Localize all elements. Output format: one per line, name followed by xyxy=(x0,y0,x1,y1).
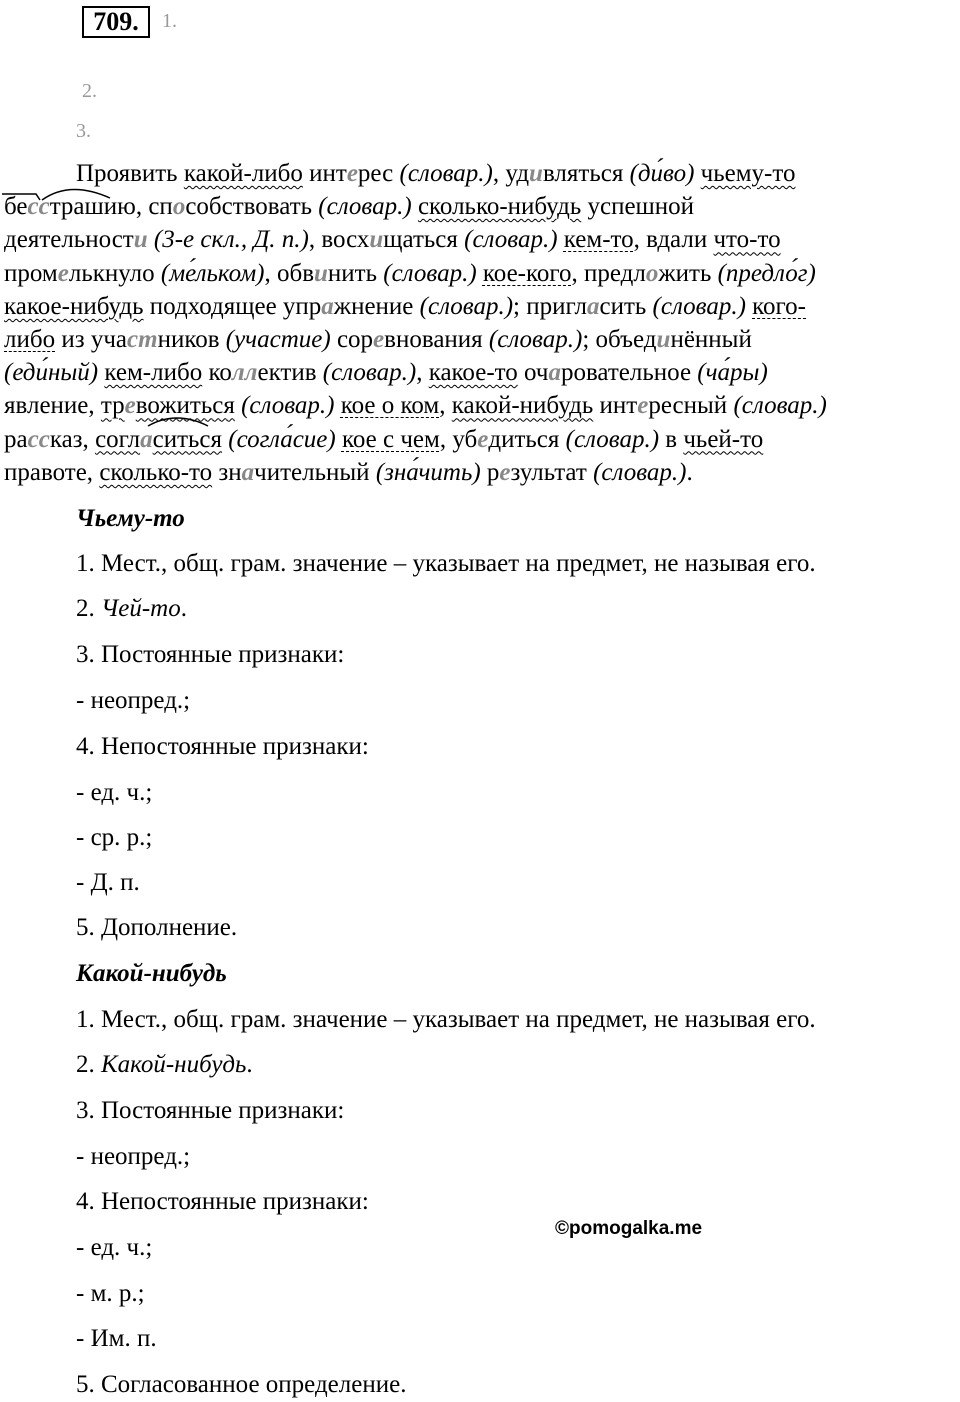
analysis-1-item-3: 3. Постоянные признаки: xyxy=(76,641,345,668)
hint-text: (ме́льком) xyxy=(160,259,265,287)
text-segment: , xyxy=(416,359,429,387)
exercise-number: 709. xyxy=(82,6,150,38)
analysis-1-item-4c: - Д. п. xyxy=(76,869,140,896)
analysis-2-initial-form: Какой-нибудь xyxy=(101,1051,247,1078)
spelling-highlight: а xyxy=(321,292,334,320)
step-3-label: 3. xyxy=(76,120,91,142)
pronoun-underlined: сколько-нибудь xyxy=(417,193,582,221)
hint-text: (словар.) xyxy=(593,458,687,486)
pronoun-underlined: какой-либо xyxy=(183,160,303,187)
step-1-label: 1. xyxy=(162,10,177,32)
text-segment: р xyxy=(480,458,500,486)
analysis-1-item-1: 1. Мест., общ. грам. значение – указывает на предмет, не называя его. xyxy=(76,550,816,577)
paragraph-line xyxy=(4,424,763,456)
analysis-2-item-3: 3. Постоянные признаки: xyxy=(76,1097,345,1124)
analysis-1-item-5: 5. Дополнение. xyxy=(76,914,238,941)
text-segment: , предл xyxy=(571,259,646,287)
spelling-highlight: е xyxy=(124,392,136,420)
pronoun-underlined: кое с чем xyxy=(341,425,440,453)
pronoun-underlined: кое-кого xyxy=(482,259,572,287)
paragraph-line xyxy=(4,258,816,290)
spelling-highlight: и xyxy=(656,326,671,353)
text-segment: чительный xyxy=(254,458,376,486)
paragraph-line xyxy=(4,224,781,256)
paragraph-line xyxy=(4,324,752,356)
text-segment: лькнуло xyxy=(68,259,161,287)
spelling-highlight: е xyxy=(477,425,489,453)
spelling-highlight: е xyxy=(373,326,385,353)
text-segment: , вдали xyxy=(633,226,714,254)
spelling-highlight: а xyxy=(140,425,153,453)
paragraph-line xyxy=(4,191,694,223)
text-segment: сить xyxy=(599,292,653,320)
pronoun-underlined: сколько-то xyxy=(99,458,213,486)
pronoun-underlined: какой-нибудь xyxy=(451,392,594,420)
analysis-1-item-4b: - ср. р.; xyxy=(76,824,153,851)
text-segment: подходящее упр xyxy=(143,292,322,320)
spelling-highlight: а xyxy=(241,458,255,486)
analysis-2-item-2-num: 2. xyxy=(76,1051,101,1078)
analysis-1-initial-form: Чей-то xyxy=(101,595,181,622)
hint-text: (словар.) xyxy=(652,292,746,320)
hint-text: (ди́во) xyxy=(629,160,695,187)
text-segment: ; объед xyxy=(582,326,657,353)
text-segment: в xyxy=(659,425,684,453)
text-segment: нённый xyxy=(670,326,752,353)
spelling-highlight: ст xyxy=(127,326,158,353)
analysis-2-item-1: 1. Мест., общ. грам. значение – указывает на предмет, не называя его. xyxy=(76,1006,816,1033)
spelling-highlight: о xyxy=(645,259,659,287)
text-segment: пром xyxy=(4,259,58,287)
hint-text: (еди́ный) xyxy=(4,359,99,387)
paragraph-line xyxy=(4,457,693,489)
pronoun-underlined: ситься xyxy=(152,425,223,453)
spelling-highlight: и xyxy=(133,226,148,254)
hint-text: (словар.) xyxy=(565,425,660,453)
spelling-highlight: и xyxy=(529,160,543,187)
text-segment: жнение xyxy=(333,292,420,320)
text-segment: ектив xyxy=(257,359,323,387)
pronoun-underlined: кем-то xyxy=(563,226,634,254)
analysis-1-heading: Чьему-то xyxy=(76,505,185,532)
hint-text: (словар.) xyxy=(322,359,417,387)
text-segment: из уча xyxy=(55,326,128,353)
text-segment: успешной xyxy=(581,193,695,221)
text-segment: правоте, xyxy=(4,458,100,486)
spelling-highlight: е xyxy=(637,392,649,420)
hint-text: (словар.) xyxy=(399,160,493,187)
spelling-highlight: е xyxy=(57,259,69,287)
spelling-highlight: лл xyxy=(231,359,258,387)
pronoun-underlined: чьему-то xyxy=(700,160,796,187)
analysis-2-item-2 xyxy=(76,1051,253,1079)
hint-text: (словар.) xyxy=(733,392,827,420)
hint-text: (зна́чить) xyxy=(375,458,481,486)
analysis-1-item-2 xyxy=(76,595,187,623)
text-segment: каз, xyxy=(49,425,96,453)
text-segment: , уд xyxy=(492,160,530,187)
pronoun-underlined: кем-либо xyxy=(104,359,203,387)
text-segment: ресный xyxy=(648,392,734,420)
text-segment: , уб xyxy=(439,425,478,453)
text-segment: трашию, сп xyxy=(49,193,173,221)
analysis-2-heading: Какой-нибудь xyxy=(76,960,227,987)
analysis-2-item-4c: - Им. п. xyxy=(76,1325,157,1352)
pronoun-underlined: кое о ком xyxy=(340,392,440,420)
analysis-1-item-2-num: 2. xyxy=(76,595,101,622)
spelling-highlight: е xyxy=(499,458,511,486)
analysis-1-item-3a: - неопред.; xyxy=(76,687,191,714)
paragraph-line xyxy=(4,291,806,323)
analysis-2-item-4b: - м. р.; xyxy=(76,1280,145,1307)
pronoun-underlined: что-то xyxy=(713,226,781,254)
watermark: ©pomogalka.me xyxy=(555,1218,703,1239)
text-segment: сор xyxy=(330,326,374,353)
text-segment: жить xyxy=(658,259,718,287)
text-segment: оч xyxy=(517,359,549,387)
text-segment: Проявить xyxy=(76,160,184,187)
text-segment: бе xyxy=(4,193,28,221)
text-segment: ровательное xyxy=(560,359,698,387)
text-segment: внования xyxy=(384,326,489,353)
hint-text: (3-е скл., Д. п.) xyxy=(153,226,309,254)
hint-text: (словар.) xyxy=(488,326,583,353)
step-2-label: 2. xyxy=(82,80,97,102)
text-segment: ; пригл xyxy=(513,292,587,320)
hint-text: (предло́г) xyxy=(717,259,816,287)
hint-text: (участие) xyxy=(225,326,331,353)
text-segment: нить xyxy=(327,259,384,287)
pronoun-underlined: кого- xyxy=(752,292,807,320)
pronoun-underlined: либо xyxy=(4,326,56,353)
spelling-highlight: о xyxy=(172,193,186,221)
hint-text: (словар.) xyxy=(383,259,477,287)
analysis-1-item-2-end: . xyxy=(180,595,187,622)
spelling-highlight: и xyxy=(314,259,328,287)
text-segment: ко xyxy=(202,359,232,387)
hint-text: (словар.) xyxy=(318,193,412,221)
text-segment: ников xyxy=(157,326,226,353)
text-segment: диться xyxy=(488,425,566,453)
text-segment: зн xyxy=(212,458,242,486)
text-segment: инт xyxy=(302,160,347,187)
text-segment: явление, xyxy=(4,392,101,420)
pronoun-underlined: согл xyxy=(95,425,141,453)
pronoun-underlined: тр xyxy=(100,392,125,420)
analysis-2-item-4a: - ед. ч.; xyxy=(76,1234,153,1261)
spelling-highlight: а xyxy=(586,292,600,320)
text-segment: щаться xyxy=(383,226,465,254)
text-segment: вляться xyxy=(542,160,630,187)
spelling-highlight: е xyxy=(346,160,358,187)
text-segment: рес xyxy=(357,160,400,187)
spelling-highlight: а xyxy=(548,359,561,387)
spelling-highlight: и xyxy=(369,226,384,254)
text-segment: собствовать xyxy=(185,193,319,221)
analysis-2-item-3a: - неопред.; xyxy=(76,1143,191,1170)
text-segment: инт xyxy=(593,392,638,420)
spelling-highlight: сс xyxy=(27,425,50,453)
paragraph-line xyxy=(4,357,768,389)
hint-text: (словар.) xyxy=(419,292,514,320)
text-segment: , обв xyxy=(264,259,315,287)
pronoun-underlined: какое-то xyxy=(428,359,518,387)
analysis-1-item-4: 4. Непостоянные признаки: xyxy=(76,733,369,760)
analysis-2-item-5: 5. Согласованное определение. xyxy=(76,1371,407,1398)
text-segment: деятельност xyxy=(4,226,134,254)
text-segment: . xyxy=(686,458,693,486)
text-segment: , xyxy=(439,392,452,420)
pronoun-underlined: чьей-то xyxy=(683,425,764,453)
hint-text: (согла́сие) xyxy=(228,425,336,453)
analysis-2-item-4: 4. Непостоянные признаки: xyxy=(76,1188,369,1215)
paragraph-line xyxy=(76,158,795,190)
analysis-1-item-4a: - ед. ч.; xyxy=(76,779,153,806)
analysis-2-item-2-end: . xyxy=(246,1051,253,1078)
pronoun-underlined: какое-нибудь xyxy=(4,292,144,320)
text-segment: зультат xyxy=(510,458,594,486)
hint-text: (словар.) xyxy=(464,226,558,254)
paragraph-line xyxy=(4,390,827,422)
pronoun-underlined: вожиться xyxy=(135,392,235,420)
text-segment: ра xyxy=(4,425,28,453)
hint-text: (ча́ры) xyxy=(697,359,768,387)
hint-text: (словар.) xyxy=(241,392,335,420)
spelling-highlight: сс xyxy=(27,193,50,221)
text-segment: , восх xyxy=(308,226,370,254)
